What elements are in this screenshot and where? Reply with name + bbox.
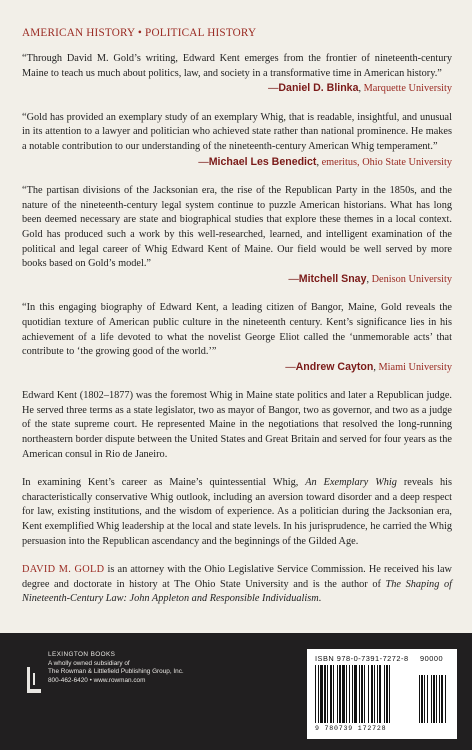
barcode-bar <box>330 665 332 723</box>
blurb-4 <box>22 301 452 375</box>
price-barcode-bar <box>439 675 440 723</box>
publisher-line: The Rowman & Littlefield Publishing Group, Inc. <box>48 668 184 676</box>
barcode-bar <box>327 665 328 723</box>
price-code: 90000 <box>420 654 444 663</box>
blurb-author: Daniel D. Blinka <box>278 82 359 95</box>
author-bio: DAVID M. GOLD is an attorney with the Ohio Legislative Service Commission. He received his law degree and doctorate in history at The Ohio State University and is the author of The Shaping of Nineteenth-Century Law: John Appleton and Responsible Individualism. <box>22 564 452 605</box>
barcode-bar <box>361 665 363 723</box>
price-barcode-bar <box>424 675 425 723</box>
price-barcode-bar <box>421 675 423 723</box>
barcode-bar <box>352 665 353 723</box>
barcode-bar <box>320 665 323 723</box>
blurb-2 <box>22 111 452 170</box>
barcode <box>313 665 453 727</box>
barcode-bar <box>315 665 316 723</box>
back-cover-text <box>22 52 452 607</box>
barcode-bar <box>354 665 357 723</box>
barcode-panel <box>307 649 457 739</box>
author-name: DAVID M. GOLD <box>22 564 105 576</box>
barcode-bar <box>379 665 381 723</box>
barcode-bar <box>374 665 375 723</box>
barcode-bar <box>377 665 378 723</box>
book-title: An Exemplary Whig <box>305 477 397 489</box>
category-label: AMERICAN HISTORY • POLITICAL HISTORY <box>22 27 257 39</box>
barcode-bar <box>384 665 385 723</box>
previous-book-title: The Shaping of Nineteenth-Century Law: John Appleton and Responsible Individualism <box>22 578 452 605</box>
barcode-bar <box>368 665 369 723</box>
barcode-bar <box>342 665 345 723</box>
barcode-bar <box>349 665 350 723</box>
barcode-bar <box>337 665 338 723</box>
blurb-author: Andrew Cayton <box>295 360 374 373</box>
description-paragraph-2: In examining Kent’s career as Maine’s quintessential Whig, An Exemplary Whig reveals his characteristically conservative Whig outlook, including an aversion toward disorder and a deep respect for law, existing institutions, and the wisdom of experience. As a politician during the Jacksonian era, Kent exemplified Whig leadership at the local and state levels. In his jurisprudence, he carried the Whig persuasion into the Republican ascendancy and the beginnings of the Gilded Age. <box>22 477 452 547</box>
blurb-author: Mitchell Snay <box>298 272 367 285</box>
footer-band <box>0 633 472 750</box>
price-barcode-bar <box>436 675 437 723</box>
price-barcode-bar <box>445 675 446 723</box>
publisher-line: A wholly owned subsidiary of <box>48 659 130 667</box>
barcode-bar <box>359 665 360 723</box>
barcode-bar <box>389 665 390 723</box>
blurb-3 <box>22 184 452 287</box>
blurb-attribution: —Daniel D. Blinka, Marquette University <box>268 82 452 95</box>
blurb-text: “In this engaging biography of Edward Kent, a leading citizen of Bangor, Maine, Gold reveals the quotidian texture of American public culture in the nineteenth century. Kent’s significance lies in his achievement of a life devoted to what the novelist George Eliot called the ‘unmemorable acts’ that contribute to ‘the growing good of the world.’” <box>22 302 452 358</box>
price-barcode-bar <box>433 675 435 723</box>
blurb-attribution: —Michael Les Benedict, emeritus, Ohio State University <box>198 155 452 168</box>
blurb-affiliation: emeritus, Ohio State University <box>321 156 452 168</box>
blurb-text: “The partisan divisions of the Jacksonian era, the rise of the Republican Party in the 1850s, and the nature of the nineteenth-century legal system continue to puzzle American historians. What has long been deemed necessary are state and biographical studies that explore these themes in a local context. Gold has produced such a work by this well-researched, learned, and intelligent examination of the political and legal career of Whig Edward Kent of Maine. Our field would be well served by more books based on Gold’s model.” <box>22 185 452 270</box>
price-barcode-bar <box>441 675 443 723</box>
barcode-bar <box>324 665 326 723</box>
price-barcode-bar <box>431 675 432 723</box>
publisher-name: LEXINGTON BOOKS <box>48 651 116 658</box>
blurb-attribution: —Mitchell Snay, Denison University <box>288 272 452 285</box>
barcode-bar <box>371 665 373 723</box>
description-paragraph-1: Edward Kent (1802–1877) was the foremost Whig in Maine state politics and later a Republican judge. He served three terms as a state legislator, two as mayor of Bangor, two as governor, and two as a judge of the state supreme court. He represented Maine in the negotiations that resolved the long-running northeastern border dispute between the United States and Great Britain and served for four years as the American consul in Rio de Janeiro. <box>22 390 452 460</box>
blurb-author: Michael Les Benedict <box>208 155 317 168</box>
blurb-affiliation: Denison University <box>371 273 452 285</box>
isbn-label: ISBN 978-0-7391-7272-8 <box>315 654 409 663</box>
barcode-bar <box>339 665 341 723</box>
blurb-affiliation: Marquette University <box>363 83 452 95</box>
barcode-bar <box>386 665 388 723</box>
lexington-logo-icon <box>25 667 43 693</box>
barcode-digits: 9 780739 172728 <box>315 725 387 732</box>
blurb-affiliation: Miami University <box>378 361 452 373</box>
price-barcode-bar <box>419 675 420 723</box>
publisher-info <box>48 651 184 685</box>
barcode-bar <box>346 665 347 723</box>
barcode-bar <box>333 665 334 723</box>
blurb-attribution: —Andrew Cayton, Miami University <box>285 360 452 373</box>
publisher-contact: 800-462-6420 • www.rowman.com <box>48 676 146 684</box>
blurb-text: “Gold has provided an exemplary study of an exemplary Whig, that is readable, insightful, and unusual in its attention to a lawyer and politician who achieved state rather than national prominence. He makes a notable contribution to our understanding of the nineteenth-century American Whig temperament.” <box>22 111 452 152</box>
barcode-bar <box>364 665 365 723</box>
barcode-bar <box>318 665 319 723</box>
blurb-1 <box>22 52 452 97</box>
price-barcode-bar <box>427 675 428 723</box>
blurb-text: “Through David M. Gold’s writing, Edward Kent emerges from the frontier of nineteenth-century Maine to teach us much about politics, law, and society in a transformative time in American history.” <box>22 53 452 79</box>
